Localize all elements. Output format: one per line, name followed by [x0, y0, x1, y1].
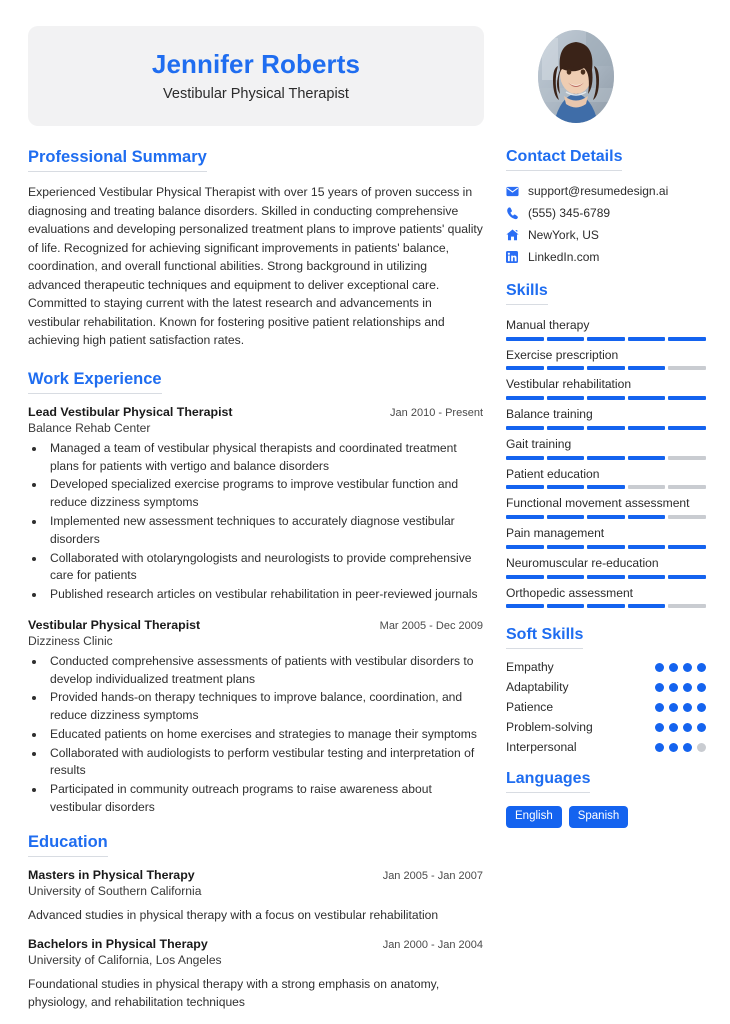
- skill-level-segment: [668, 366, 706, 370]
- resume-header: [0, 0, 730, 140]
- skill-item: [506, 375, 706, 400]
- skill-label: Manual therapy: [506, 318, 590, 332]
- page-title: Jennifer Roberts: [151, 48, 361, 79]
- skill-level-segment: [668, 575, 706, 579]
- section-skills: [506, 282, 706, 608]
- rating-dot: [669, 723, 678, 732]
- rating-dot: [697, 723, 706, 732]
- contact-item-location[interactable]: [506, 228, 706, 242]
- soft-skill-rating-dots: [655, 743, 706, 752]
- skill-level-segment: [587, 456, 625, 460]
- rating-dot: [683, 703, 692, 712]
- soft-skill-label: Empathy: [506, 660, 554, 675]
- soft-skill-label: Interpersonal: [506, 740, 577, 755]
- language-tag: Spanish: [569, 806, 629, 827]
- work-entry: [28, 618, 483, 817]
- section-contact-details: [506, 148, 706, 264]
- section-professional-summary: [28, 148, 483, 350]
- soft-skills-list: [506, 660, 706, 754]
- soft-skill-rating-dots: [655, 703, 706, 712]
- skill-label: Neuromuscular re-education: [506, 555, 659, 570]
- skill-level-segment: [506, 515, 544, 519]
- linkedin-icon: [506, 251, 523, 263]
- skill-level-segment: [547, 545, 585, 549]
- contact-item-linkedin[interactable]: [506, 250, 706, 264]
- skill-level-segment: [506, 366, 544, 370]
- work-entry-org: Balance Rehab Center: [28, 420, 151, 435]
- list-item: • Managed a team of vestibular physical therapists and coordinated treatment plans for patients with vertigo and balance disorders: [46, 440, 483, 476]
- section-languages: [506, 770, 706, 827]
- skill-level-segment: [587, 604, 625, 608]
- skill-level-segment: [506, 426, 544, 430]
- contact-item-phone[interactable]: [506, 206, 706, 220]
- education-entry-description: Advanced studies in physical therapy with a focus on vestibular rehabilitation: [28, 907, 439, 922]
- skill-level-segment: [628, 515, 666, 519]
- list-item: • Participated in community outreach programs to raise awareness about vestibular disorders: [46, 781, 483, 817]
- skill-item: [506, 316, 706, 341]
- contact-value-linkedin: LinkedIn.com: [528, 250, 600, 264]
- skill-level-bar: [506, 396, 706, 400]
- skill-level-segment: [547, 604, 585, 608]
- skill-level-segment: [668, 485, 706, 489]
- skill-level-segment: [506, 456, 544, 460]
- skill-item: [506, 346, 706, 371]
- education-entry-description: Foundational studies in physical therapy with a strong emphasis on anatomy, physiology, and rehabilitation techniques: [28, 977, 440, 1009]
- skill-level-segment: [628, 337, 666, 341]
- skill-label: Gait training: [506, 436, 572, 451]
- rating-dot: [655, 703, 664, 712]
- soft-skill-label: Patience: [506, 700, 554, 715]
- profile-photo-icon: [538, 30, 614, 123]
- skill-item: [506, 494, 706, 519]
- skill-item: [506, 465, 706, 490]
- skill-level-segment: [628, 485, 666, 489]
- phone-icon: [506, 207, 523, 220]
- skill-level-segment: [668, 396, 706, 400]
- skill-item: [506, 435, 706, 460]
- rating-dot: [655, 743, 664, 752]
- contact-value-email: support@resumedesign.ai: [528, 184, 669, 198]
- rating-dot: [669, 743, 678, 752]
- skill-label: Functional movement assessment: [506, 496, 690, 511]
- skill-level-segment: [587, 396, 625, 400]
- job-title: Vestibular Physical Therapist: [163, 86, 349, 103]
- rating-dot: [655, 723, 664, 732]
- education-entry-header: [28, 868, 483, 882]
- section-heading-summary: Professional Summary: [28, 148, 207, 172]
- rating-dot: [669, 683, 678, 692]
- skill-level-bar: [506, 515, 706, 519]
- rating-dot: [669, 663, 678, 672]
- work-entry-bullets: [46, 653, 483, 817]
- skill-level-segment: [547, 396, 585, 400]
- skill-level-bar: [506, 426, 706, 430]
- skill-level-segment: [547, 515, 585, 519]
- rating-dot: [697, 703, 706, 712]
- skill-label: Pain management: [506, 526, 605, 541]
- skill-level-segment: [587, 485, 625, 489]
- work-entry-org: Dizziness Clinic: [28, 633, 113, 648]
- skill-level-bar: [506, 366, 706, 370]
- education-entry-date: Jan 2000 - Jan 2004: [382, 939, 483, 952]
- skill-level-segment: [547, 485, 585, 489]
- skill-level-segment: [506, 604, 544, 608]
- skill-level-segment: [587, 575, 625, 579]
- avatar: [538, 30, 614, 123]
- rating-dot: [683, 663, 692, 672]
- skill-level-segment: [668, 515, 706, 519]
- languages-tag-list: [506, 806, 706, 827]
- section-heading-contact: Contact Details: [506, 148, 622, 171]
- rating-dot: [683, 683, 692, 692]
- skill-level-segment: [587, 366, 625, 370]
- section-heading-languages: Languages: [506, 770, 590, 793]
- soft-skill-label: Adaptability: [506, 680, 569, 695]
- section-education: [28, 833, 483, 1012]
- skill-level-segment: [668, 545, 706, 549]
- skill-level-segment: [668, 604, 706, 608]
- skill-level-segment: [587, 545, 625, 549]
- work-entry-header: [28, 618, 483, 632]
- work-entry-bullets: [46, 440, 483, 604]
- section-work-experience: [28, 370, 483, 817]
- contact-item-email[interactable]: [506, 184, 706, 198]
- skill-level-segment: [628, 545, 666, 549]
- soft-skill-rating-dots: [655, 683, 706, 692]
- soft-skill-item: [506, 740, 706, 754]
- skill-level-segment: [668, 456, 706, 460]
- soft-skill-rating-dots: [655, 723, 706, 732]
- education-entry: [28, 868, 483, 925]
- contact-value-location: NewYork, US: [528, 228, 599, 242]
- rating-dot: [697, 663, 706, 672]
- rating-dot: [697, 683, 706, 692]
- work-entry-date: Jan 2010 - Present: [390, 406, 483, 419]
- skill-label: Balance training: [506, 407, 593, 422]
- skill-level-segment: [668, 337, 706, 341]
- skill-label: Patient education: [506, 466, 600, 481]
- education-entry: [28, 937, 483, 1011]
- section-heading-soft-skills: Soft Skills: [506, 626, 583, 649]
- name-card: [28, 26, 484, 126]
- skill-item: [506, 584, 706, 609]
- skill-level-bar: [506, 575, 706, 579]
- skill-item: [506, 405, 706, 430]
- skill-label: Vestibular rehabilitation: [506, 377, 632, 392]
- list-item: • Developed specialized exercise programs to improve vestibular function and reduce dizziness symptoms: [46, 476, 483, 512]
- list-item: • Collaborated with audiologists to perform vestibular testing and interpretation of results: [46, 745, 483, 781]
- rating-dot: [655, 663, 664, 672]
- skill-level-segment: [628, 456, 666, 460]
- skill-item: [506, 554, 706, 579]
- skill-level-bar: [506, 545, 706, 549]
- summary-text: Experienced Vestibular Physical Therapist with over 15 years of proven success in diagnosing and treating balance disorders. Skilled in conducting comprehensive evaluations and developing personalized treatment plans to improve patients' quality of life. Recognized for achieving significant improvements in patients' balance, coordination, and overall functional abilities. Strong background in utilizing advanced therapeutic techniques and equipment to deliver exceptional care. Committed to staying current with the latest research and advancements in vestibular rehabilitation. Known for fostering positive patient relationships and achieving high patient satisfaction rates.: [28, 185, 483, 348]
- skill-level-segment: [547, 337, 585, 341]
- skill-level-segment: [547, 456, 585, 460]
- rating-dot: [683, 723, 692, 732]
- soft-skill-rating-dots: [655, 663, 706, 672]
- work-entry-header: [28, 405, 483, 419]
- rating-dot: [683, 743, 692, 752]
- work-entry: [28, 405, 483, 604]
- education-entry-org: University of Southern California: [28, 883, 202, 898]
- section-soft-skills: [506, 626, 706, 754]
- rating-dot: [697, 743, 706, 752]
- skill-level-segment: [506, 396, 544, 400]
- list-item: • Published research articles on vestibular rehabilitation in peer-reviewed journals: [46, 586, 483, 604]
- skill-label: Orthopedic assessment: [506, 585, 634, 600]
- left-column: [28, 148, 483, 1024]
- envelope-icon: [506, 186, 523, 197]
- soft-skill-item: [506, 680, 706, 694]
- skill-level-segment: [587, 515, 625, 519]
- soft-skill-item: [506, 700, 706, 714]
- work-entry-title: Vestibular Physical Therapist: [28, 617, 201, 632]
- skill-level-bar: [506, 604, 706, 608]
- skill-level-segment: [506, 545, 544, 549]
- soft-skill-item: [506, 660, 706, 674]
- skill-level-segment: [506, 485, 544, 489]
- skill-level-segment: [587, 337, 625, 341]
- skill-label: Exercise prescription: [506, 347, 619, 362]
- list-item: • Implemented new assessment techniques to accurately diagnose vestibular disorders: [46, 513, 483, 549]
- skill-level-segment: [587, 426, 625, 430]
- education-entry-org: University of California, Los Angeles: [28, 953, 222, 968]
- skill-level-segment: [547, 575, 585, 579]
- skill-level-segment: [506, 575, 544, 579]
- skill-level-bar: [506, 485, 706, 489]
- language-tag: English: [506, 806, 562, 827]
- skill-level-bar: [506, 456, 706, 460]
- skill-level-segment: [628, 604, 666, 608]
- section-heading-work: Work Experience: [28, 370, 162, 394]
- contact-list: [506, 184, 706, 264]
- list-item: • Provided hands-on therapy techniques to improve balance, coordination, and reduce dizziness symptoms: [46, 689, 483, 725]
- skill-level-segment: [628, 426, 666, 430]
- skill-level-segment: [628, 396, 666, 400]
- skill-level-segment: [547, 426, 585, 430]
- work-entry-title: Lead Vestibular Physical Therapist: [28, 404, 233, 419]
- skill-level-segment: [547, 366, 585, 370]
- soft-skill-item: [506, 720, 706, 734]
- skill-level-segment: [628, 575, 666, 579]
- work-entry-date: Mar 2005 - Dec 2009: [379, 619, 483, 632]
- home-icon: [506, 229, 523, 241]
- contact-value-phone: (555) 345-6789: [528, 206, 611, 220]
- rating-dot: [669, 703, 678, 712]
- skill-level-segment: [506, 337, 544, 341]
- section-heading-education: Education: [28, 833, 108, 857]
- education-entry-date: Jan 2005 - Jan 2007: [382, 869, 483, 882]
- skill-level-bar: [506, 337, 706, 341]
- skill-level-segment: [628, 366, 666, 370]
- rating-dot: [655, 683, 664, 692]
- education-entry-header: [28, 937, 483, 951]
- list-item: • Educated patients on home exercises and strategies to manage their symptoms: [46, 726, 483, 744]
- skills-list: [506, 316, 706, 608]
- right-column: [506, 148, 706, 844]
- skill-item: [506, 524, 706, 549]
- education-entry-title: Masters in Physical Therapy: [28, 867, 195, 882]
- soft-skill-label: Problem-solving: [506, 720, 593, 735]
- section-heading-skills: Skills: [506, 282, 548, 305]
- skill-level-segment: [668, 426, 706, 430]
- list-item: • Conducted comprehensive assessments of patients with vestibular disorders to develop individualized treatment plans: [46, 653, 483, 689]
- list-item: • Collaborated with otolaryngologists and neurologists to provide comprehensive care for patients: [46, 550, 483, 586]
- education-entry-title: Bachelors in Physical Therapy: [28, 937, 208, 952]
